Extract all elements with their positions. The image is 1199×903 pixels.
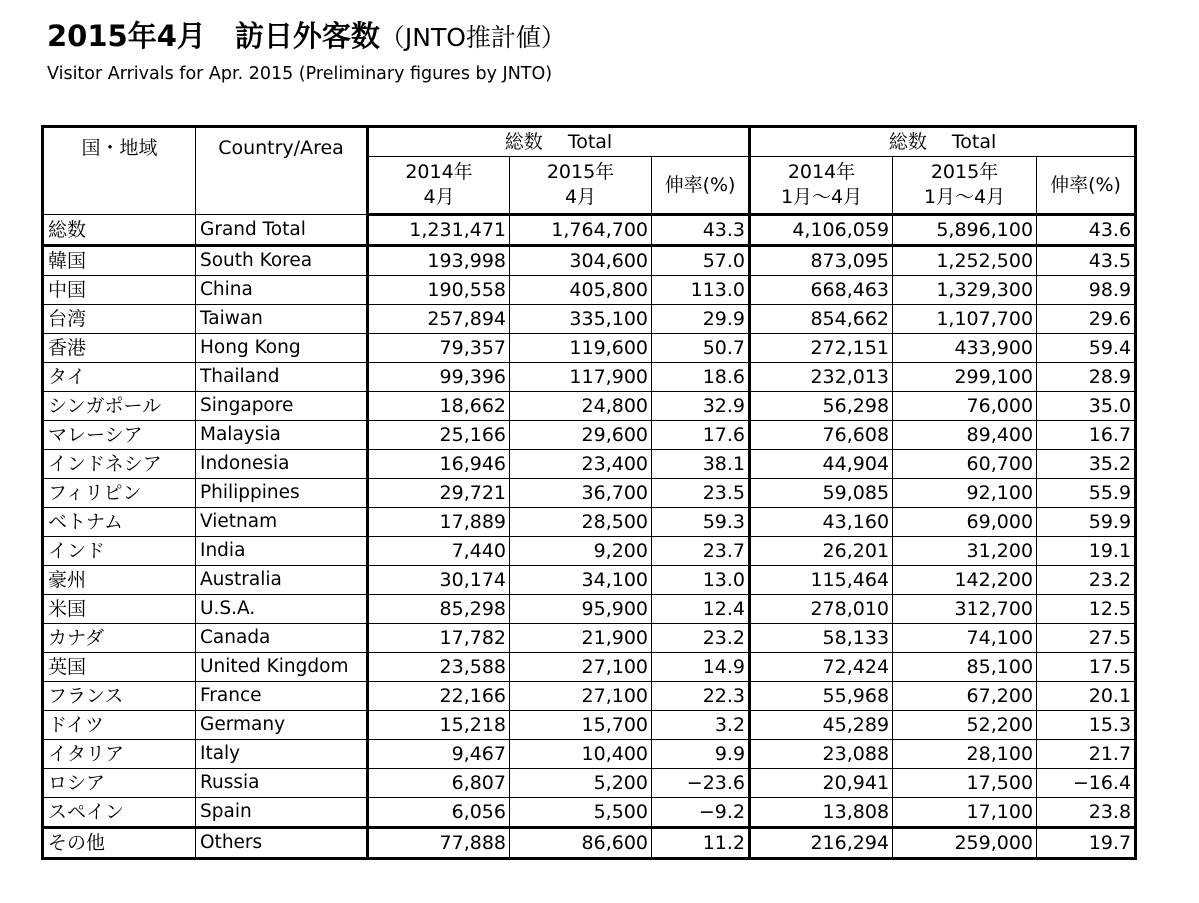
value-2015-apr: 5,200 (510, 769, 652, 798)
growth-apr: 50.7 (652, 334, 750, 363)
value-2015-jan-apr: 69,000 (893, 508, 1037, 537)
value-2015-apr: 1,764,700 (510, 215, 652, 246)
value-2014-apr: 85,298 (368, 595, 510, 624)
table-row (43, 566, 1136, 595)
header-country-en: Country/Area (196, 127, 368, 215)
header-2014-apr-year: 2014年 (405, 161, 473, 183)
growth-jan-apr: 98.9 (1037, 276, 1136, 305)
value-2014-jan-apr: 76,608 (750, 421, 893, 450)
country-name-en: Vietnam (196, 508, 368, 537)
value-2015-apr: 27,100 (510, 653, 652, 682)
growth-apr: 22.3 (652, 682, 750, 711)
growth-apr: 11.2 (652, 828, 750, 859)
growth-jan-apr: 15.3 (1037, 711, 1136, 740)
growth-apr: 14.9 (652, 653, 750, 682)
value-2015-apr: 27,100 (510, 682, 652, 711)
value-2015-jan-apr: 52,200 (893, 711, 1037, 740)
header-2015-apr-year: 2015年 (546, 161, 615, 183)
header-2015-jan-apr (893, 157, 1037, 215)
country-name-jp: インドネシア (43, 450, 196, 479)
table-body (43, 215, 1136, 859)
value-2014-apr: 193,998 (368, 246, 510, 276)
table-row (43, 624, 1136, 653)
table-row (43, 711, 1136, 740)
visitor-arrivals-table (41, 125, 1137, 860)
country-name-jp: 総数 (43, 215, 196, 246)
value-2014-jan-apr: 72,424 (750, 653, 893, 682)
header-2014-jan-apr (750, 157, 893, 215)
value-2014-jan-apr: 58,133 (750, 624, 893, 653)
value-2015-jan-apr: 85,100 (893, 653, 1037, 682)
growth-apr: 13.0 (652, 566, 750, 595)
value-2015-jan-apr: 5,896,100 (893, 215, 1037, 246)
growth-jan-apr: 59.9 (1037, 508, 1136, 537)
value-2014-jan-apr: 873,095 (750, 246, 893, 276)
country-name-en: Canada (196, 624, 368, 653)
country-name-en: Philippines (196, 479, 368, 508)
table-row (43, 595, 1136, 624)
country-name-jp: イタリア (43, 740, 196, 769)
country-name-en: Indonesia (196, 450, 368, 479)
country-name-en: South Korea (196, 246, 368, 276)
value-2014-jan-apr: 216,294 (750, 828, 893, 859)
value-2015-apr: 304,600 (510, 246, 652, 276)
table-row (43, 740, 1136, 769)
country-name-en: Taiwan (196, 305, 368, 334)
country-name-jp: 香港 (43, 334, 196, 363)
value-2015-jan-apr: 259,000 (893, 828, 1037, 859)
value-2014-apr: 99,396 (368, 363, 510, 392)
table-row (43, 653, 1136, 682)
growth-apr: 57.0 (652, 246, 750, 276)
value-2015-apr: 15,700 (510, 711, 652, 740)
country-name-jp: シンガポール (43, 392, 196, 421)
table-row (43, 421, 1136, 450)
value-2014-apr: 77,888 (368, 828, 510, 859)
header-2014-jan-apr-year: 2014年 (787, 161, 856, 183)
page-subtitle: Visitor Arrivals for Apr. 2015 (Preliminary figures by JNTO) (47, 64, 553, 84)
growth-jan-apr: −16.4 (1037, 769, 1136, 798)
growth-apr: 23.7 (652, 537, 750, 566)
country-name-en: United Kingdom (196, 653, 368, 682)
table-row (43, 450, 1136, 479)
table-row (43, 392, 1136, 421)
value-2015-apr: 405,800 (510, 276, 652, 305)
country-name-jp: スペイン (43, 798, 196, 828)
value-2014-apr: 17,782 (368, 624, 510, 653)
value-2015-jan-apr: 28,100 (893, 740, 1037, 769)
value-2014-apr: 17,889 (368, 508, 510, 537)
header-growth-jan-apr: 伸率(%) (1037, 157, 1136, 215)
growth-jan-apr: 16.7 (1037, 421, 1136, 450)
table-row (43, 363, 1136, 392)
value-2015-jan-apr: 299,100 (893, 363, 1037, 392)
country-name-jp: フィリピン (43, 479, 196, 508)
value-2014-apr: 18,662 (368, 392, 510, 421)
value-2015-jan-apr: 17,500 (893, 769, 1037, 798)
growth-apr: 23.2 (652, 624, 750, 653)
country-name-jp: マレーシア (43, 421, 196, 450)
value-2015-apr: 23,400 (510, 450, 652, 479)
value-2014-apr: 190,558 (368, 276, 510, 305)
growth-jan-apr: 55.9 (1037, 479, 1136, 508)
value-2015-apr: 117,900 (510, 363, 652, 392)
value-2015-jan-apr: 74,100 (893, 624, 1037, 653)
growth-apr: −23.6 (652, 769, 750, 798)
growth-jan-apr: 59.4 (1037, 334, 1136, 363)
country-name-jp: 韓国 (43, 246, 196, 276)
value-2014-apr: 7,440 (368, 537, 510, 566)
value-2014-jan-apr: 44,904 (750, 450, 893, 479)
value-2015-jan-apr: 76,000 (893, 392, 1037, 421)
growth-apr: 23.5 (652, 479, 750, 508)
value-2014-apr: 15,218 (368, 711, 510, 740)
country-name-en: Grand Total (196, 215, 368, 246)
growth-jan-apr: 19.1 (1037, 537, 1136, 566)
table-row (43, 305, 1136, 334)
country-name-jp: インド (43, 537, 196, 566)
table-row (43, 276, 1136, 305)
value-2014-jan-apr: 59,085 (750, 479, 893, 508)
header-2014-jan-apr-months: 1月～4月 (780, 186, 863, 208)
title-paren: （JNTO推計値） (379, 23, 566, 52)
growth-apr: 59.3 (652, 508, 750, 537)
growth-apr: 17.6 (652, 421, 750, 450)
page-title (47, 14, 566, 55)
value-2014-jan-apr: 272,151 (750, 334, 893, 363)
country-name-en: Italy (196, 740, 368, 769)
value-2015-jan-apr: 1,252,500 (893, 246, 1037, 276)
growth-apr: 29.9 (652, 305, 750, 334)
table-row (43, 769, 1136, 798)
country-name-jp: ロシア (43, 769, 196, 798)
growth-jan-apr: 21.7 (1037, 740, 1136, 769)
country-name-en: India (196, 537, 368, 566)
value-2014-jan-apr: 26,201 (750, 537, 893, 566)
growth-jan-apr: 12.5 (1037, 595, 1136, 624)
value-2014-jan-apr: 56,298 (750, 392, 893, 421)
value-2015-jan-apr: 31,200 (893, 537, 1037, 566)
growth-apr: 9.9 (652, 740, 750, 769)
value-2014-apr: 23,588 (368, 653, 510, 682)
table-row (43, 479, 1136, 508)
value-2014-apr: 30,174 (368, 566, 510, 595)
growth-apr: 32.9 (652, 392, 750, 421)
value-2015-jan-apr: 67,200 (893, 682, 1037, 711)
growth-jan-apr: 29.6 (1037, 305, 1136, 334)
title-main: 2015年4月 訪日外客数 (47, 19, 380, 53)
header-2015-jan-apr-year: 2015年 (930, 161, 999, 183)
header-2015-apr-month: 4月 (564, 186, 597, 208)
value-2014-apr: 1,231,471 (368, 215, 510, 246)
country-name-jp: その他 (43, 828, 196, 859)
country-name-jp: タイ (43, 363, 196, 392)
growth-jan-apr: 23.8 (1037, 798, 1136, 828)
value-2014-jan-apr: 20,941 (750, 769, 893, 798)
header-2015-apr (510, 157, 652, 215)
value-2014-apr: 16,946 (368, 450, 510, 479)
value-2015-apr: 24,800 (510, 392, 652, 421)
value-2015-jan-apr: 312,700 (893, 595, 1037, 624)
value-2015-apr: 5,500 (510, 798, 652, 828)
growth-apr: 38.1 (652, 450, 750, 479)
header-group-april: 総数 Total (368, 127, 750, 157)
value-2014-jan-apr: 13,808 (750, 798, 893, 828)
growth-jan-apr: 27.5 (1037, 624, 1136, 653)
value-2015-apr: 95,900 (510, 595, 652, 624)
country-name-jp: 米国 (43, 595, 196, 624)
table-row (43, 682, 1136, 711)
country-name-jp: ベトナム (43, 508, 196, 537)
header-country-jp: 国・地域 (43, 127, 196, 215)
growth-apr: 3.2 (652, 711, 750, 740)
table-row (43, 215, 1136, 246)
value-2014-apr: 6,807 (368, 769, 510, 798)
value-2015-apr: 34,100 (510, 566, 652, 595)
value-2014-jan-apr: 278,010 (750, 595, 893, 624)
table-row (43, 246, 1136, 276)
value-2015-jan-apr: 89,400 (893, 421, 1037, 450)
value-2014-jan-apr: 45,289 (750, 711, 893, 740)
value-2015-jan-apr: 1,329,300 (893, 276, 1037, 305)
growth-jan-apr: 19.7 (1037, 828, 1136, 859)
value-2014-jan-apr: 115,464 (750, 566, 893, 595)
value-2015-apr: 29,600 (510, 421, 652, 450)
country-name-jp: カナダ (43, 624, 196, 653)
country-name-en: China (196, 276, 368, 305)
table-row (43, 828, 1136, 859)
growth-apr: −9.2 (652, 798, 750, 828)
value-2015-apr: 9,200 (510, 537, 652, 566)
country-name-en: Australia (196, 566, 368, 595)
growth-jan-apr: 23.2 (1037, 566, 1136, 595)
value-2015-jan-apr: 92,100 (893, 479, 1037, 508)
country-name-en: Hong Kong (196, 334, 368, 363)
value-2014-jan-apr: 854,662 (750, 305, 893, 334)
value-2015-jan-apr: 60,700 (893, 450, 1037, 479)
value-2014-jan-apr: 55,968 (750, 682, 893, 711)
table-row (43, 508, 1136, 537)
header-growth-apr: 伸率(%) (652, 157, 750, 215)
table-row (43, 537, 1136, 566)
value-2015-jan-apr: 433,900 (893, 334, 1037, 363)
growth-jan-apr: 35.2 (1037, 450, 1136, 479)
value-2014-jan-apr: 4,106,059 (750, 215, 893, 246)
value-2015-jan-apr: 1,107,700 (893, 305, 1037, 334)
value-2015-apr: 36,700 (510, 479, 652, 508)
value-2015-jan-apr: 17,100 (893, 798, 1037, 828)
country-name-jp: ドイツ (43, 711, 196, 740)
value-2014-apr: 9,467 (368, 740, 510, 769)
header-2014-apr (368, 157, 510, 215)
growth-apr: 12.4 (652, 595, 750, 624)
value-2015-apr: 335,100 (510, 305, 652, 334)
value-2014-jan-apr: 23,088 (750, 740, 893, 769)
header-group-jan-apr: 総数 Total (750, 127, 1136, 157)
growth-apr: 113.0 (652, 276, 750, 305)
country-name-jp: 台湾 (43, 305, 196, 334)
growth-jan-apr: 35.0 (1037, 392, 1136, 421)
value-2015-apr: 119,600 (510, 334, 652, 363)
value-2014-apr: 79,357 (368, 334, 510, 363)
value-2014-apr: 25,166 (368, 421, 510, 450)
value-2014-apr: 257,894 (368, 305, 510, 334)
country-name-en: U.S.A. (196, 595, 368, 624)
value-2014-jan-apr: 43,160 (750, 508, 893, 537)
country-name-jp: 豪州 (43, 566, 196, 595)
value-2014-apr: 29,721 (368, 479, 510, 508)
value-2014-jan-apr: 232,013 (750, 363, 893, 392)
country-name-en: Others (196, 828, 368, 859)
country-name-jp: 英国 (43, 653, 196, 682)
value-2015-apr: 28,500 (510, 508, 652, 537)
country-name-en: Spain (196, 798, 368, 828)
growth-apr: 43.3 (652, 215, 750, 246)
country-name-en: Russia (196, 769, 368, 798)
table-row (43, 798, 1136, 828)
growth-jan-apr: 43.5 (1037, 246, 1136, 276)
value-2014-jan-apr: 668,463 (750, 276, 893, 305)
country-name-en: France (196, 682, 368, 711)
table-row (43, 334, 1136, 363)
growth-jan-apr: 28.9 (1037, 363, 1136, 392)
country-name-en: Germany (196, 711, 368, 740)
growth-jan-apr: 17.5 (1037, 653, 1136, 682)
value-2015-apr: 10,400 (510, 740, 652, 769)
value-2015-apr: 86,600 (510, 828, 652, 859)
value-2015-jan-apr: 142,200 (893, 566, 1037, 595)
header-2014-apr-month: 4月 (423, 186, 455, 208)
country-name-en: Malaysia (196, 421, 368, 450)
value-2014-apr: 6,056 (368, 798, 510, 828)
country-name-en: Thailand (196, 363, 368, 392)
growth-jan-apr: 43.6 (1037, 215, 1136, 246)
value-2014-apr: 22,166 (368, 682, 510, 711)
value-2015-apr: 21,900 (510, 624, 652, 653)
header-2015-jan-apr-months: 1月～4月 (923, 186, 1006, 208)
country-name-jp: 中国 (43, 276, 196, 305)
country-name-jp: フランス (43, 682, 196, 711)
country-name-en: Singapore (196, 392, 368, 421)
growth-apr: 18.6 (652, 363, 750, 392)
growth-jan-apr: 20.1 (1037, 682, 1136, 711)
